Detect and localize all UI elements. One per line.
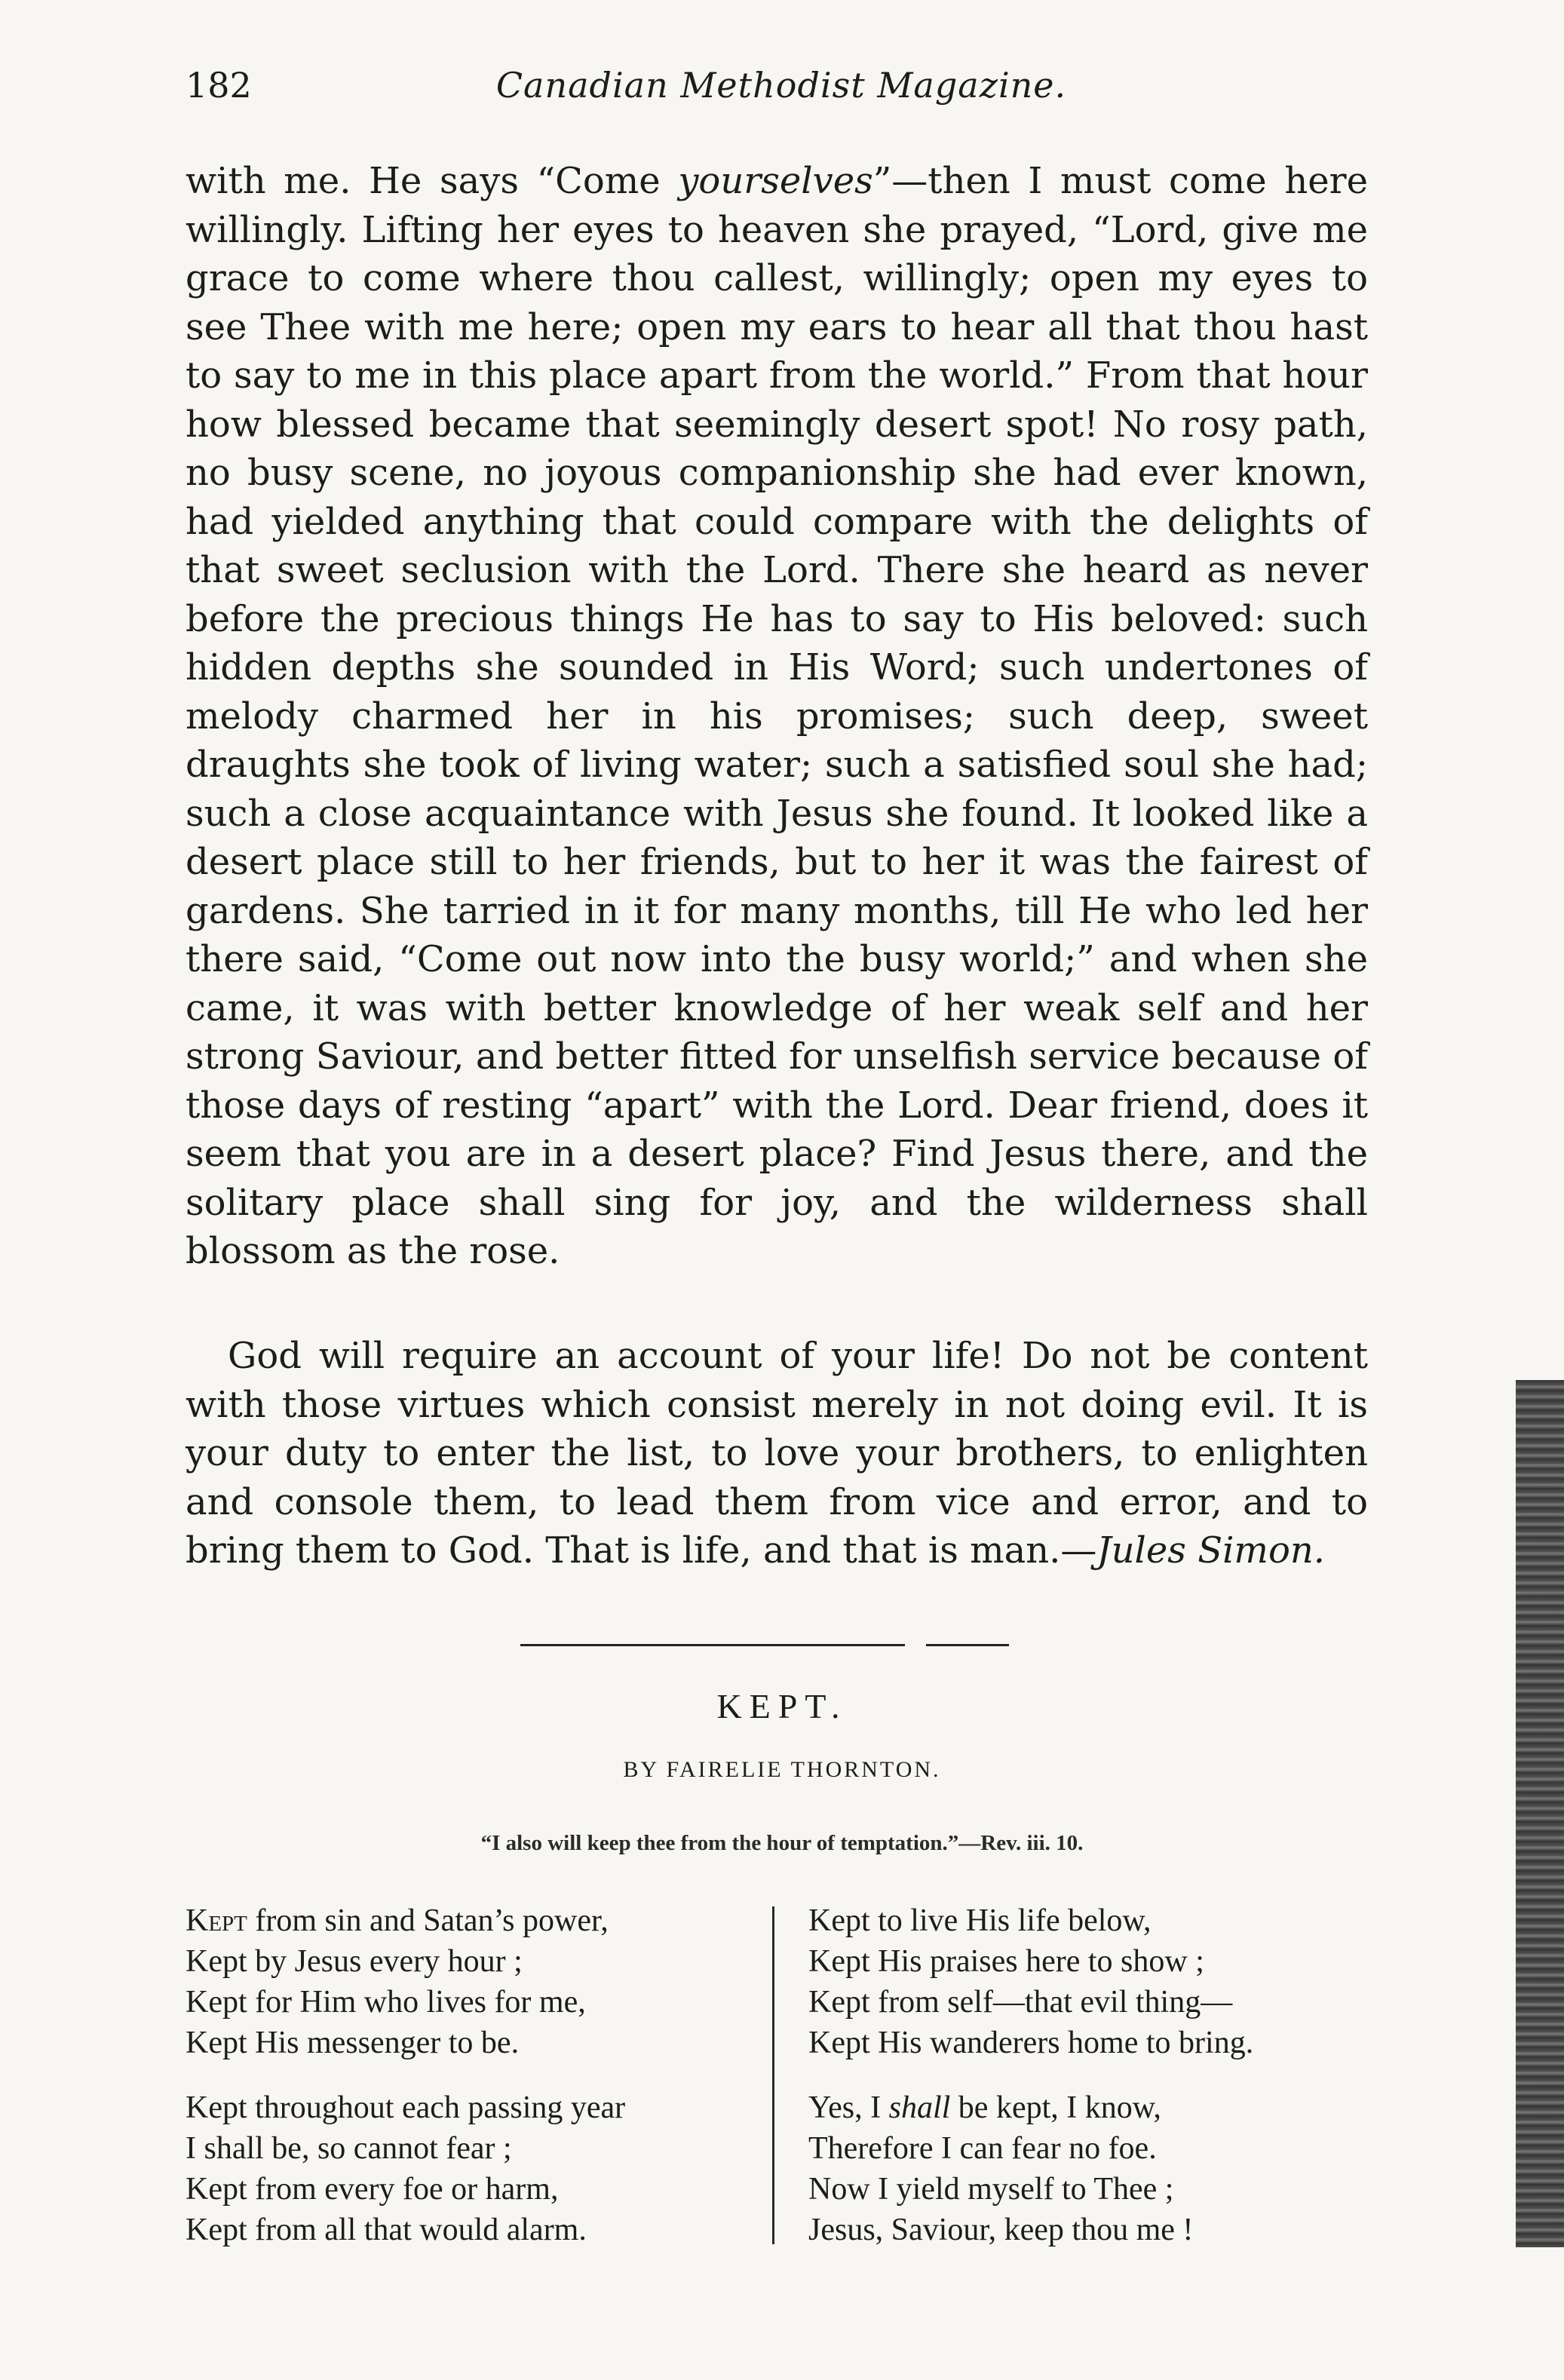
body-paragraph-2 [186, 1332, 1368, 1575]
body-paragraph-1 [186, 157, 1368, 1276]
poem-line-text: from sin and Satan’s power, [247, 1903, 609, 1938]
poem-line: Kept His praises here to show ; [808, 1944, 1204, 1979]
poem-line: Kept by Jesus every hour ; [186, 1944, 523, 1979]
poem-line: Kept to live His life below, [808, 1903, 1152, 1938]
poem-line: Kept His messenger to be. [186, 2026, 520, 2060]
poem-epigraph: “I also will keep thee from the hour of temptation.”—Rev. iii. 10. [480, 1831, 1084, 1855]
section-divider-rule-short [926, 1644, 1009, 1646]
paragraph-2-text: God will require an account of your life! Do not be content with those virtues which consist merely in not doing evil. It is your duty to enter the list, to love your brothers, to enlighten and console them, to lead them from vice and error, and to bring them to God. That is life, and that is man.— [186, 1335, 1368, 1572]
paragraph-1-text: ”—then I must come here willingly. Lifting her eyes to heaven she prayed, “Lord, give me grace to come where thou callest, willingly; open my eyes to see Thee with me here; open my ears to hear all that thou hast to say to me in this place apart from the world.” From that hour how blessed became that seemingly desert spot! No rosy path, no busy scene, no joyous companionship she had ever known, had yielded anything that could compare with the delights of that sweet seclusion with the Lord. There she heard as never before the precious things He has to say to His beloved: such hidden depths she sounded in His Word; such undertones of melody charmed her in his promises; such deep, sweet draughts she took of living water; such a satisfied soul she had; such a close acquaintance with Jesus she found. It looked like a desert place still to her friends, but to her it was the fairest of gardens. She tarried in it for many months, till He who led her there said, “Come out now into the busy world;” and when she came, it was with better knowledge of her weak self and her strong Saviour, and better fitted for unselfish service because of those days of resting “apart” with the Lord. Dear friend, does it seem that you are in a desert place? Find Jesus there, and the solitary place shall sing for joy, and the wilderness shall blossom as the rose. [186, 160, 1368, 1272]
poem-line-text: be kept, I know, [950, 2090, 1161, 2125]
poem-first-word: Kept [186, 1903, 247, 1938]
poem-line: Kept throughout each passing year [186, 2090, 626, 2125]
running-title: Canadian Methodist Magazine. [495, 65, 1067, 106]
poem-line [186, 1900, 744, 1941]
poem-line [808, 2087, 1382, 2128]
poem-line: Kept from all that would alarm. [186, 2213, 587, 2247]
poem-line: Kept for Him who lives for me, [186, 1985, 586, 2020]
poem-line: I shall be, so cannot fear ; [186, 2131, 512, 2166]
poem-line: Now I yield myself to Thee ; [808, 2172, 1174, 2207]
poem-title: KEPT. [716, 1687, 848, 1725]
poem-line: Jesus, Saviour, keep thou me ! [808, 2213, 1194, 2247]
paragraph-1-emphasis: yourselves [678, 160, 873, 202]
poem-line: Therefore I can fear no foe. [808, 2131, 1157, 2166]
poem-line: Kept from self—that evil thing— [808, 1985, 1233, 2020]
poem-emphasis: shall [888, 2090, 951, 2125]
poem-column-right [808, 1900, 1382, 2274]
poem-line-text: Yes, I [808, 2090, 889, 2125]
poem-line: Kept from every foe or harm, [186, 2172, 559, 2207]
poem-line: Kept His wanderers home to bring. [808, 2026, 1254, 2060]
poem-column-divider [772, 1906, 774, 2244]
stanza-3 [808, 1900, 1382, 2063]
poem-author: BY FAIRELIE THORNTON. [623, 1757, 941, 1782]
section-divider-rule [520, 1644, 905, 1646]
poem-column-left [186, 1900, 744, 2274]
page-number: 182 [186, 65, 252, 106]
stanza-4 [808, 2087, 1382, 2250]
paragraph-1-start: with me. He says “Come [186, 160, 679, 202]
stanza-1 [186, 1900, 744, 2063]
stanza-2 [186, 2087, 744, 2250]
page-header [186, 65, 1377, 118]
scan-edge-shadow [1516, 1380, 1564, 2247]
quote-attribution: Jules Simon. [1096, 1529, 1326, 1572]
